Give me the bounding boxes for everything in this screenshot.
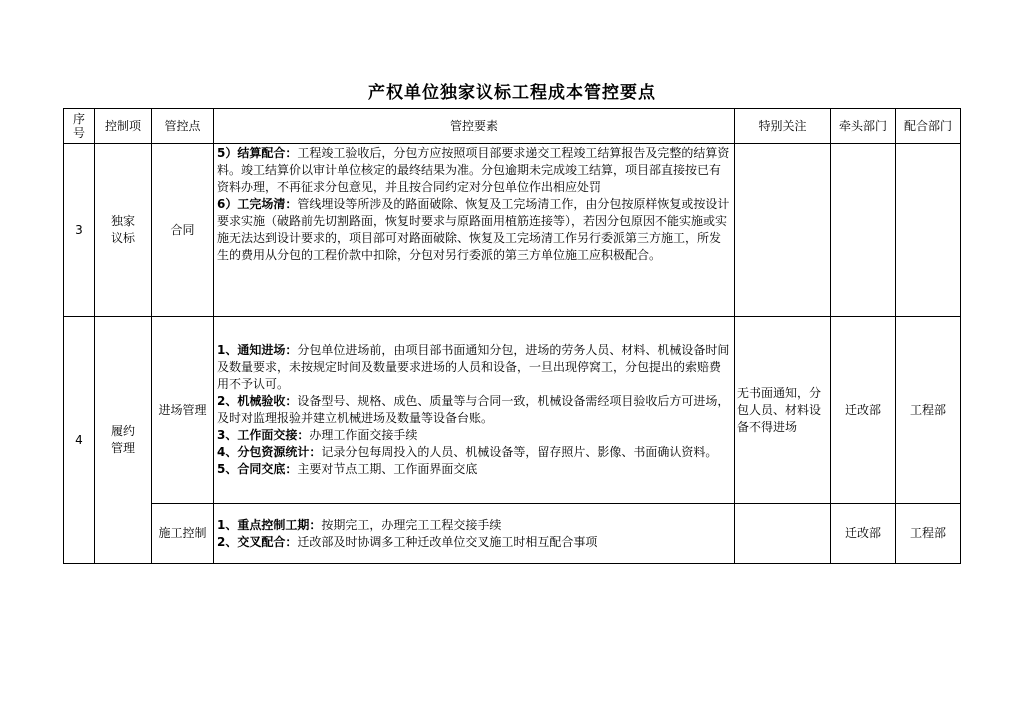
requirement-item <box>217 534 731 551</box>
row-special-focus <box>735 504 831 564</box>
requirement-item <box>217 196 731 264</box>
header-control-point: 管控点 <box>152 109 214 144</box>
header-row <box>64 109 961 144</box>
requirement-label: 2、机械验收： <box>217 394 298 408</box>
requirement-item <box>217 427 731 444</box>
requirement-label: 6）工完场清： <box>217 197 298 211</box>
requirement-item <box>217 145 731 196</box>
row-lead-dept: 迁改部 <box>831 504 896 564</box>
requirement-label: 5、合同交底： <box>217 462 298 476</box>
document-title: 产权单位独家议标工程成本管控要点 <box>368 83 656 103</box>
row-seq: 3 <box>64 144 95 317</box>
row-lead-dept: 迁改部 <box>831 317 896 504</box>
requirement-label: 4、分包资源统计： <box>217 445 322 459</box>
requirement-text: 主要对节点工期、工作面界面交底 <box>297 462 478 476</box>
requirement-label: 1、重点控制工期： <box>217 517 322 532</box>
row-requirements <box>214 144 735 317</box>
requirement-text: 按期完工，办理完工工程交接手续 <box>321 517 502 532</box>
requirement-item <box>217 517 731 534</box>
row-control-point: 施工控制 <box>152 504 214 564</box>
row-control-point: 合同 <box>152 144 214 317</box>
header-support-dept: 配合部门 <box>896 109 961 144</box>
requirement-item <box>217 461 731 478</box>
row-requirements <box>214 504 735 564</box>
row-control-item: 履约管理 <box>95 317 152 564</box>
requirement-text: 记录分包每周投入的人员、机械设备等，留存照片、影像、书面确认资料。 <box>321 445 718 459</box>
requirement-text: 工程竣工验收后，分包方应按照项目部要求递交工程竣工结算报告及完整的结算资料。竣工结算价以审计单位核定的最终结果为准。分包逾期未完成竣工结算，项目部直接按已有资料办理，不再征求分包意见，并且按合同约定对分包单位作出相应处罚 <box>217 146 730 194</box>
row-control-item: 独家议标 <box>95 144 152 317</box>
header-seq: 序号 <box>64 109 95 144</box>
requirement-label: 5）结算配合： <box>217 146 298 160</box>
row-requirements <box>214 317 735 504</box>
table-row <box>64 317 961 504</box>
requirement-text: 设备型号、规格、成色、质量等与合同一致，机械设备需经项目验收后方可进场，及时对监理报验并建立机械进场及数量等设备台账。 <box>217 394 730 425</box>
row-support-dept: 工程部 <box>896 504 961 564</box>
requirement-text: 管线埋设等所涉及的路面破除、恢复及工完场清工作，由分包按原样恢复或按设计要求实施（破路前先切割路面，恢复时要求与原路面用植筋连接等），若因分包原因不能实施或实施无法达到设计要求的，项目部可对路面破除、恢复及工完场清工作另行委派第三方施工，所发生的费用从分包的工程价款中扣除，分包对另行委派的第三方单位施工应积极配合。 <box>217 197 730 262</box>
row-seq: 4 <box>64 317 95 564</box>
header-requirements: 管控要素 <box>214 109 735 144</box>
requirement-item <box>217 444 731 461</box>
header-lead-dept: 牵头部门 <box>831 109 896 144</box>
header-control-item: 控制项 <box>95 109 152 144</box>
control-table <box>63 108 961 564</box>
requirement-label: 1、通知进场： <box>217 343 298 357</box>
header-special-focus: 特别关注 <box>735 109 831 144</box>
row-support-dept <box>896 144 961 317</box>
requirement-text: 分包单位进场前，由项目部书面通知分包，进场的劳务人员、材料、机械设备时间及数量要求，未按规定时间及数量要求进场的人员和设备，一旦出现停窝工，分包提出的索赔费用不予认可。 <box>217 343 730 391</box>
row-special-focus <box>735 144 831 317</box>
requirement-label: 2、交叉配合： <box>217 534 298 549</box>
row-lead-dept <box>831 144 896 317</box>
table-row <box>64 144 961 317</box>
row-special-focus: 无书面通知，分包人员、材料设备不得进场 <box>735 317 831 504</box>
table-row <box>64 504 961 564</box>
requirement-text: 迁改部及时协调多工种迁改单位交叉施工时相互配合事项 <box>297 534 598 549</box>
requirement-item <box>217 342 731 393</box>
row-control-point: 进场管理 <box>152 317 214 504</box>
requirement-text: 办理工作面交接手续 <box>309 428 418 442</box>
requirement-label: 3、工作面交接： <box>217 428 310 442</box>
requirement-item <box>217 393 731 427</box>
row-support-dept: 工程部 <box>896 317 961 504</box>
